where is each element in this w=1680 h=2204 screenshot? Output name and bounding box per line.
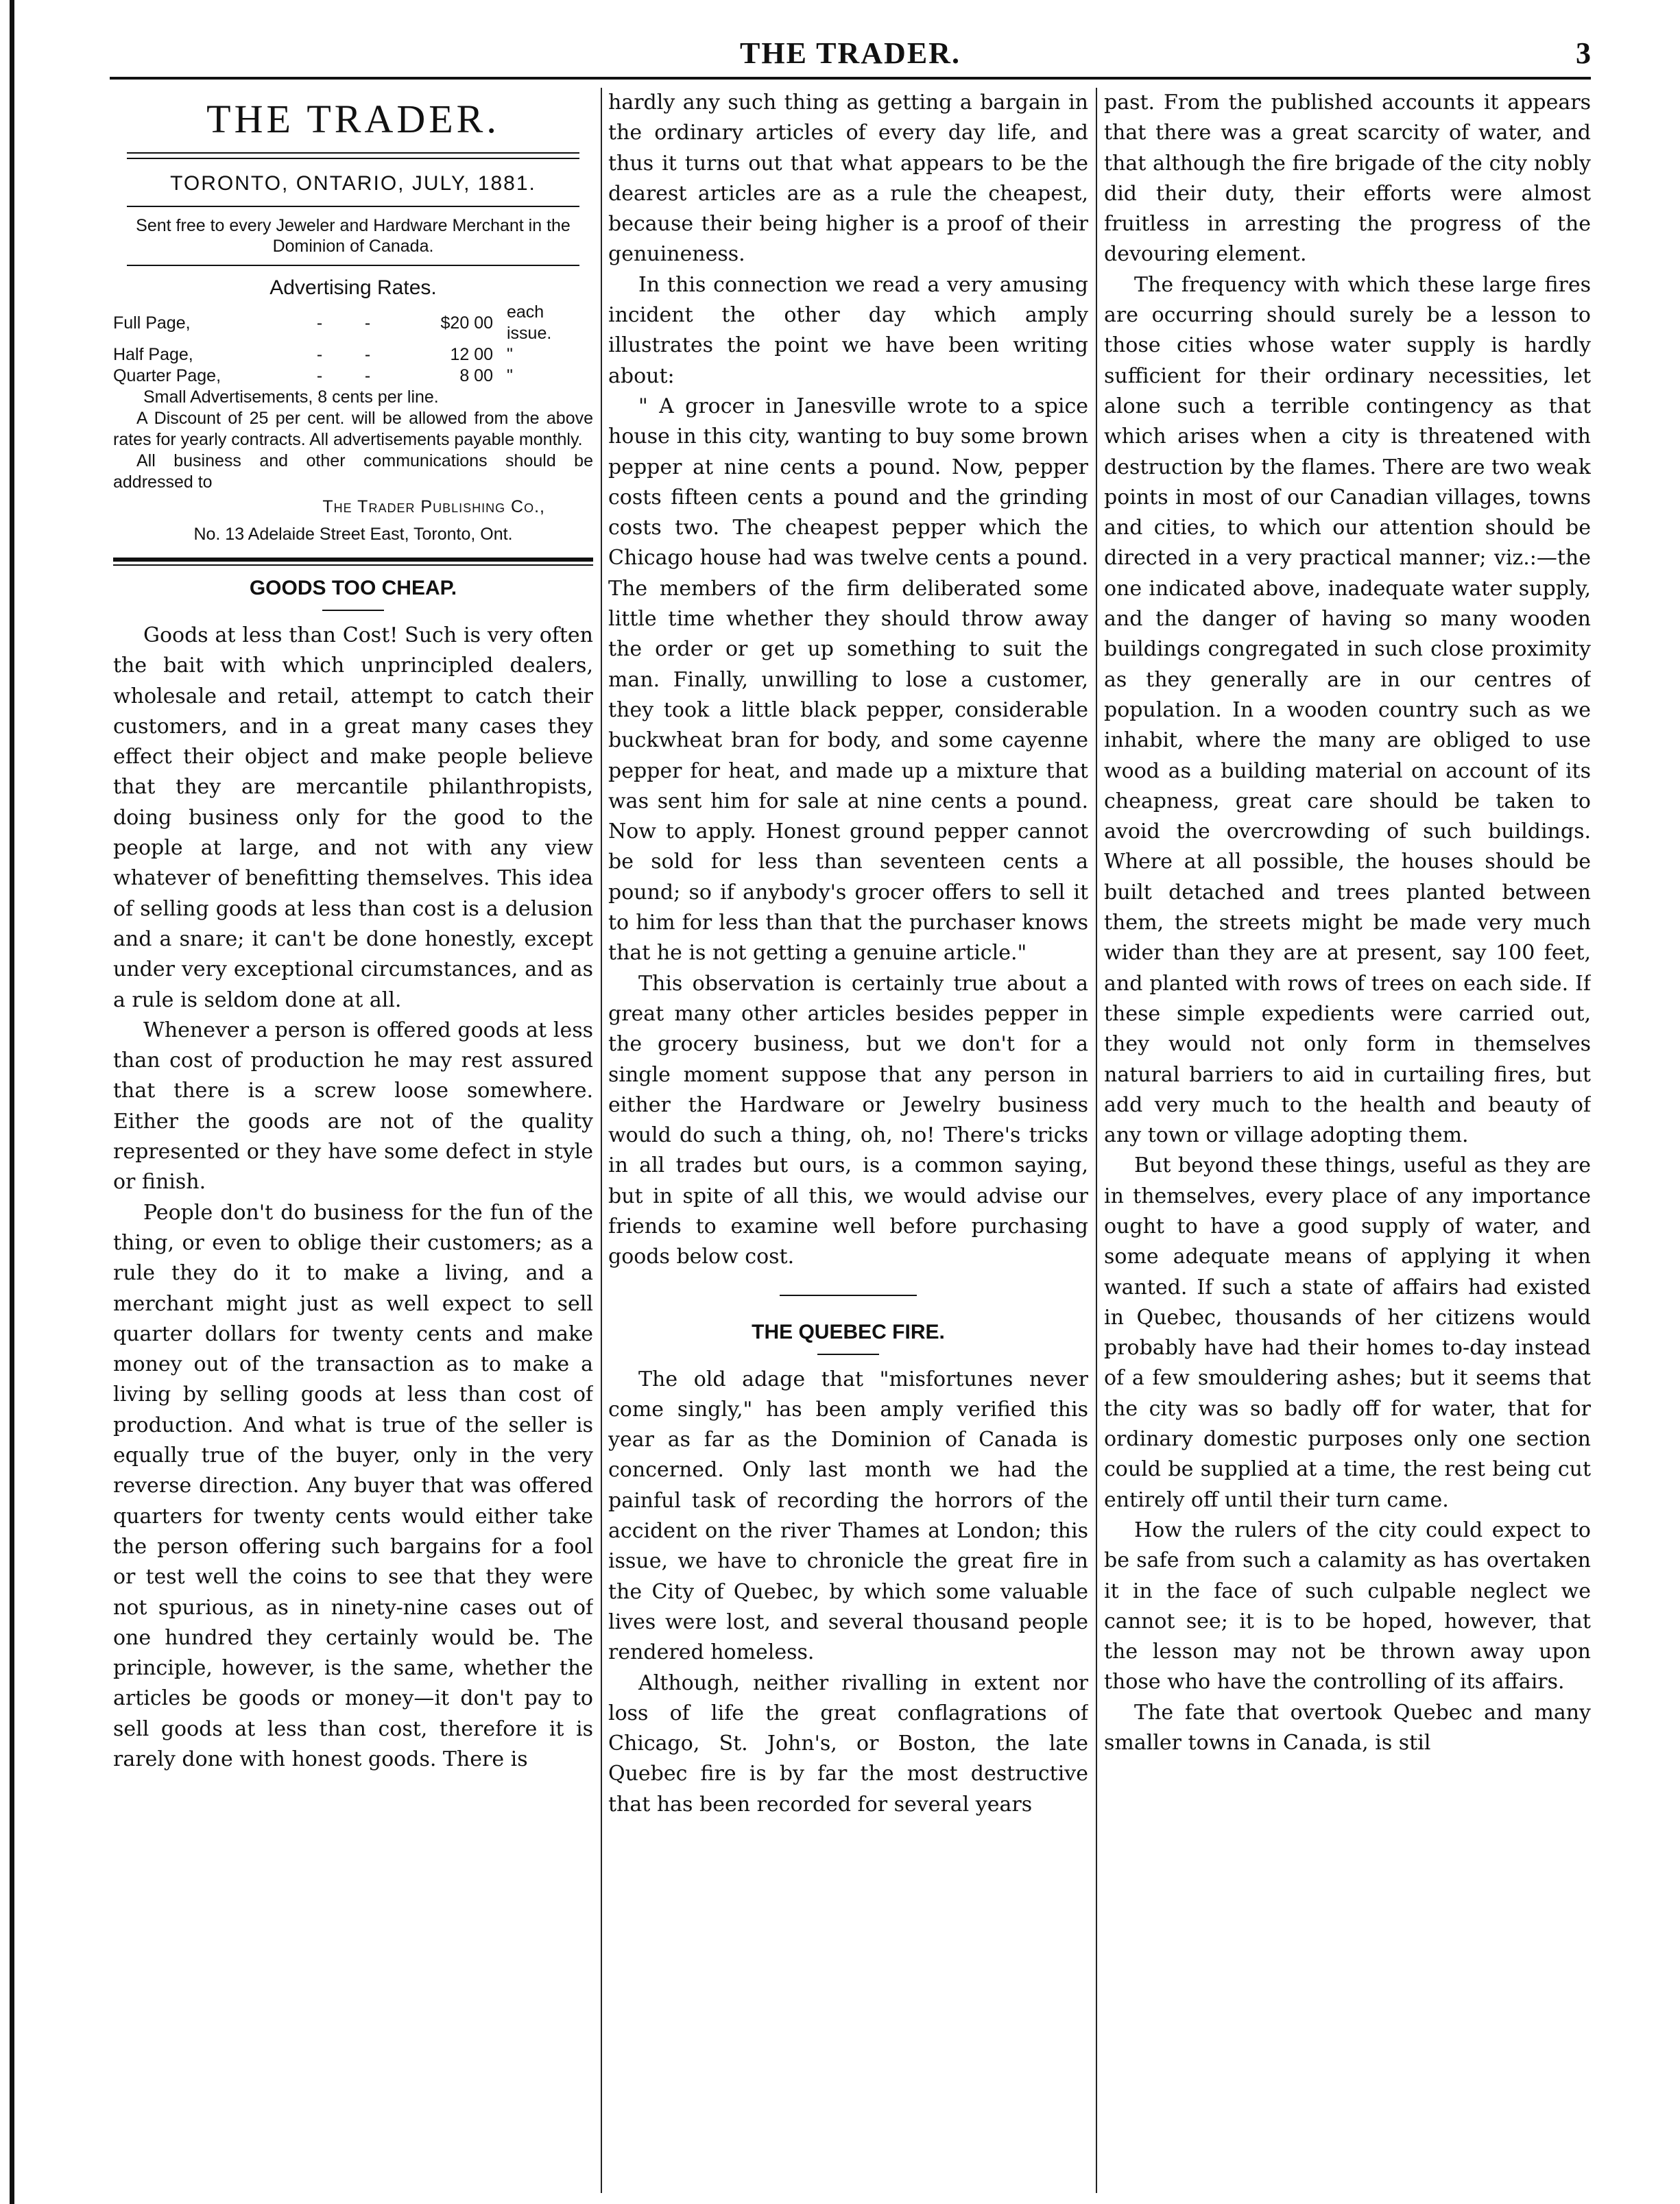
article-paragraph: In this connection we read a very amusing incident the other day which amply illustrates the point we have been writing about: <box>608 272 1088 388</box>
rate-price: $20 00 <box>440 313 493 333</box>
dateline-rule <box>127 206 579 207</box>
page-header <box>110 36 1591 74</box>
rate-price: 12 00 <box>450 345 493 364</box>
article-paragraph: People don't do business for the fun of the thing, or even to oblige their customers; as a rule they do it to make a living, and a merchant might just as well expect to sell quarter dollars for twenty cents and make money out of the transaction as to make a living by selling goods at less than cost of production. And what is true of the seller is equally true of the buyer, only in the very reverse direction. Any buyer that was offered quarters for twenty cents would either take the person offering such bargains for a fool or test well the coins to see that they were not spurious, as in ninety-nine cases out of one hundred they certainly would be. The principle, however, is the same, whether the articles be goods or money—it don't pay to sell goods at less than cost, therefore it is rarely done with honest goods. There is <box>113 1200 593 1771</box>
article-paragraph: The frequency with which these large fires are occurring should surely be a lesson to those cities whose water supply is hardly sufficient for their ordinary necessities, let alone such a terrible contingency as that which arises when a city is threatened with destruction by the flames. There are two weak points in most of our Canadian villages, towns and cities, to which our attention should be directed in a very practical manner; viz.:—the one indicated above, inadequate water supply, and the danger of having so many wooden buildings congregated in such close proximity as they generally are in our centres of population. In a wooden country such as we inhabit, where the many are obliged to use wood as a building material on account of its cheapness, great care should be taken to avoid the overcrowding of such buildings. Where at all possible, the houses should be built detached and trees planted between them, the streets might be made very much wider than they are at present, say 100 feet, and planted with rows of trees on each side. If these simple expedients were carried out, they would not only form in themselves natural barriers to aid in curtailing fires, but add very much to the health and beauty of any town or village adopting them. <box>1104 272 1591 1148</box>
rate-row <box>113 366 593 387</box>
rate-dash: - <box>316 345 323 364</box>
publisher-name: The Trader Publishing Co., <box>322 497 545 516</box>
rate-dash: - <box>364 366 371 385</box>
page-number: 3 <box>1576 36 1591 70</box>
rate-dash: - <box>316 366 323 385</box>
rate-dash: - <box>316 313 323 333</box>
column-divider <box>1096 88 1097 2193</box>
article-heading-goods-too-cheap: GOODS TOO CHEAP. <box>249 577 457 599</box>
dateline: TORONTO, ONTARIO, JULY, 1881. <box>170 172 536 195</box>
heading-rule <box>817 1354 879 1355</box>
rate-dash: - <box>364 313 371 333</box>
circulation-notice: Sent free to every Jeweler and Hardware Merchant in the Dominion of Canada. <box>136 216 571 256</box>
column-3 <box>1104 88 1591 2193</box>
article-paragraph: But beyond these things, useful as they are in themselves, every place of any importance ought to have a good supply of water, and some adequate means of applying it when wanted. If such a state of affairs had existed in Quebec, thousands of her citizens would probably have had their homes to-day instead of a few smouldering ashes; but it seems that the city was so badly off for water, that for ordinary domestic purposes only one section could be supplied at a time, the rest being cut entirely off until their turn came. <box>1104 1153 1591 1512</box>
article-paragraph: hardly any such thing as getting a bargain in the ordinary articles of every day life, and thus it turns out that what appears to be the dearest articles are as a rule the cheapest, because their being higher is a proof of their genuineness. <box>608 91 1088 267</box>
rate-term: " <box>507 366 513 385</box>
article-paragraph: past. From the published accounts it appears that there was a great scarcity of water, and that although the fire brigade of the city nobly did their duty, their efforts were almost fruitless in arresting the progress of the devouring element. <box>1104 91 1591 267</box>
article-paragraph: This observation is certainly true about a great many other articles besides pepper in the grocery business, but we don't for a single moment suppose that any person in either the Hardware or Jewelry business would do such a thing, oh, no! There's tricks in all trades but ours, is a common saying, but in spite of all this, we would advise our friends to examine well before purchasing goods below cost. <box>608 971 1088 1269</box>
header-rule <box>110 77 1591 80</box>
article-paragraph: Whenever a person is offered goods at less than cost of production he may rest assured that there is a screw loose somewhere. Either the goods are not of the quality represented or they have some defect in style or finish. <box>113 1018 593 1195</box>
article-paragraph: Although, neither rivalling in extent nor loss of life the great conflagrations of Chicago, St. John's, or Boston, the late Quebec fire is by far the most destructive that has been recorded for several years <box>608 1670 1088 1817</box>
rate-term: each issue. <box>507 302 552 343</box>
column-divider <box>601 88 602 2193</box>
article-paragraph: The fate that overtook Quebec and many smaller towns in Canada, is stil <box>1104 1700 1591 1756</box>
masthead-rule <box>127 152 579 159</box>
publisher-address: No. 13 Adelaide Street East, Toronto, Ont. <box>193 525 513 544</box>
article-quotation: " A grocer in Janesville wrote to a spice house in this city, wanting to buy some brown pepper at nine cents a pound. Now, pepper costs fifteen cents a pound and the grinding costs two. The cheapest pepper which the Chicago house had was twelve cents a pound. The members of the firm deliberated some little time whether they should throw away the order or get up something to suit the man. Finally, unwilling to lose a customer, they took a little black pepper, considerable buckwheat bran for body, and some cayenne pepper for heat, and made up a mixture that was sent him for sale at nine cents a pound. Now to apply. Honest ground pepper cannot be sold for less than seventeen cents a pound; so if anybody's grocer offers to sell it to him for less than that the purchaser knows that he is not getting a genuine article." <box>608 394 1088 966</box>
rate-row <box>113 302 593 344</box>
column-1 <box>113 88 593 2193</box>
rate-term: " <box>507 345 513 364</box>
masthead-title: THE TRADER. <box>206 97 500 141</box>
heading-rule <box>322 610 384 611</box>
column-2 <box>608 88 1088 2193</box>
article-heading-quebec-fire: THE QUEBEC FIRE. <box>752 1320 945 1343</box>
rate-price: 8 00 <box>459 366 493 385</box>
masthead-bottom-thin-rule <box>113 564 593 566</box>
rate-name: Half Page, <box>113 345 193 364</box>
rate-name: Quarter Page, <box>113 366 221 385</box>
article-paragraph: The old adage that "misfortunes never come singly," has been amply verified this year as far as the Dominion of Canada is concerned. Only last month we had the painful task of recording the horrors of the accident on the river Thames at London; this issue, we have to chronicle the great fire in the City of Quebec, by which some valuable lives were lost, and several thousand people rendered homeless. <box>608 1367 1088 1665</box>
article-paragraph: How the rulers of the city could expect to be safe from such a calamity as has overtaken it in the face of such culpable neglect we cannot see; it is to be hoped, however, that the lesson may not be thrown away upon those who have the controlling of its affairs. <box>1104 1518 1591 1694</box>
masthead-bottom-rule <box>113 558 593 562</box>
advertising-rates-table <box>113 302 593 387</box>
running-title: THE TRADER. <box>740 36 961 70</box>
rate-name: Full Page, <box>113 313 191 333</box>
advertising-rates-heading: Advertising Rates. <box>269 276 437 299</box>
rate-dash: - <box>364 345 371 364</box>
business-note: All business and other communications should be addressed to <box>113 451 593 492</box>
article-paragraph: Goods at less than Cost! Such is very often the bait with which unprincipled dealers, wholesale and retail, attempt to catch their customers, and in a great many cases they effect their object and make people believe that they are mercantile philanthropists, doing business only for the good to the people at large, and not with any view whatever of benefitting themselves. This idea of selling goods at less than cost is a delusion and a snare; it can't be done honestly, except under very exceptional circumstances, and as a rule is seldom done at all. <box>113 623 593 1012</box>
section-break-rule <box>780 1295 917 1296</box>
binding-edge <box>10 0 14 2204</box>
rate-row <box>113 344 593 366</box>
small-ads-rate: Small Advertisements, 8 cents per line. <box>143 387 439 407</box>
discount-note: A Discount of 25 per cent. will be allowed from the above rates for yearly contracts. All advertisements payable monthly. <box>113 409 593 449</box>
notice-rule <box>127 265 579 266</box>
